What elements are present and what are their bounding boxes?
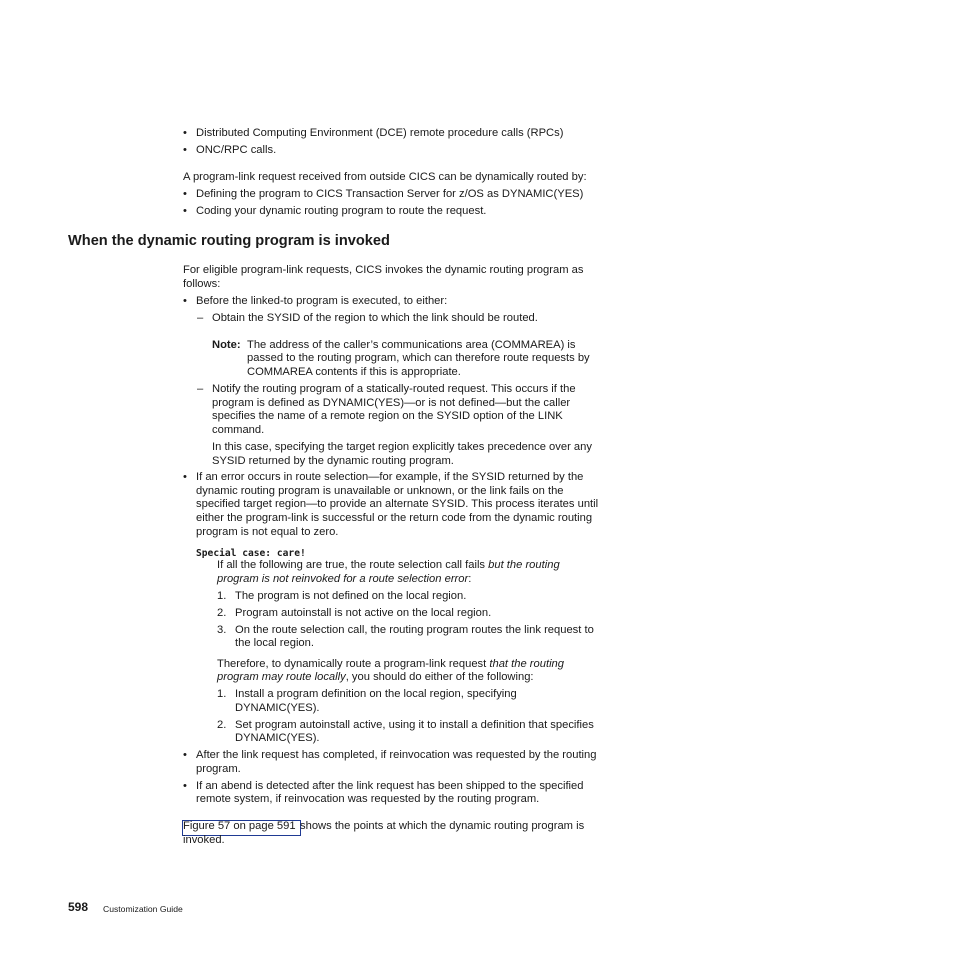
sub-list-item: Obtain the SYSID of the region to which the link should be routed. (212, 312, 538, 324)
list-item: Coding your dynamic routing program to route the request. (196, 205, 487, 217)
list-item: Before the linked-to program is executed, to either: (196, 295, 448, 307)
list-item: program is not equal to zero. (196, 526, 339, 538)
intro-paragraph: A program-link request received from outside CICS can be dynamically routed by: (183, 171, 587, 183)
numbered-item: DYNAMIC(YES). (235, 702, 320, 714)
figure-link[interactable]: Figure 57 on page 591 (183, 820, 296, 832)
bullet-glyph: • (183, 471, 187, 483)
therefore-text: Therefore, to dynamically route a program-link request that the routing (217, 658, 564, 670)
sub-list-item: program is defined as DYNAMIC(YES)—or is not defined—but the caller (212, 397, 571, 409)
numbered-item-num: 2. (217, 607, 227, 619)
sub-list-item: command. (212, 424, 265, 436)
figure-reference-text: invoked. (183, 834, 225, 846)
special-case-heading: Special case: care! (196, 548, 306, 559)
note-text: The address of the caller’s communications area (COMMAREA) is (247, 339, 576, 351)
numbered-item: The program is not defined on the local region. (235, 590, 467, 602)
sub-list-text: In this case, specifying the target region explicitly takes precedence over any (212, 441, 592, 453)
list-item: ONC/RPC calls. (196, 144, 277, 156)
list-item: If an error occurs in route selection—for example, if the SYSID returned by the (196, 471, 584, 483)
note-text: passed to the routing program, which can therefore route requests by (247, 352, 590, 364)
special-case-text: program is not reinvoked for a route selection error: (217, 573, 472, 585)
list-item: specified target region—to provide an alternate SYSID. This process iterates until (196, 498, 599, 510)
list-item: Defining the program to CICS Transaction Server for z/OS as DYNAMIC(YES) (196, 188, 584, 200)
note-label: Note: (212, 339, 241, 351)
numbered-item: the local region. (235, 637, 314, 649)
section-intro: For eligible program-link requests, CICS invokes the dynamic routing program as (183, 264, 584, 276)
numbered-item: Install a program definition on the local region, specifying (235, 688, 517, 700)
numbered-item-num: 1. (217, 590, 227, 602)
list-item: program. (196, 763, 241, 775)
special-case-text: If all the following are true, the route selection call fails but the routing (217, 559, 560, 571)
bullet-glyph: • (183, 780, 187, 792)
numbered-item-num: 3. (217, 624, 227, 636)
list-item: remote system, if reinvocation was requested by the routing program. (196, 793, 540, 805)
bullet-glyph: • (183, 127, 187, 139)
sub-list-text: SYSID returned by the dynamic routing program. (212, 455, 454, 467)
sub-list-item: Notify the routing program of a statically-routed request. This occurs if the (212, 383, 576, 395)
bullet-glyph: • (183, 144, 187, 156)
list-item: After the link request has completed, if reinvocation was requested by the routing (196, 749, 597, 761)
note-text: COMMAREA contents if this is appropriate. (247, 366, 461, 378)
list-item: either the program-link is successful or the return code from the dynamic routing (196, 512, 593, 524)
numbered-item: On the route selection call, the routing program routes the link request to (235, 624, 594, 636)
numbered-item: DYNAMIC(YES). (235, 732, 320, 744)
bullet-glyph: • (183, 749, 187, 761)
sub-list-item: specifies the name of a remote region on the SYSID option of the LINK (212, 410, 563, 422)
numbered-item: Set program autoinstall active, using it to install a definition that specifies (235, 719, 594, 731)
dash-glyph: – (197, 312, 204, 324)
numbered-item: Program autoinstall is not active on the local region. (235, 607, 492, 619)
list-item: Distributed Computing Environment (DCE) remote procedure calls (RPCs) (196, 127, 564, 139)
page-number: 598 (68, 900, 89, 914)
numbered-item-num: 2. (217, 719, 227, 731)
therefore-text: program may route locally, you should do either of the following: (217, 671, 534, 683)
section-heading: When the dynamic routing program is invoked (68, 233, 390, 249)
figure-reference-text: shows the points at which the dynamic routing program is (300, 820, 585, 832)
bullet-glyph: • (183, 188, 187, 200)
bullet-glyph: • (183, 295, 187, 307)
numbered-item-num: 1. (217, 688, 227, 700)
footer-title: Customization Guide (103, 904, 183, 914)
list-item: dynamic routing program is unavailable or unknown, or the link fails on the (196, 485, 564, 497)
dash-glyph: – (197, 383, 204, 395)
section-intro: follows: (183, 278, 221, 290)
bullet-glyph: • (183, 205, 187, 217)
list-item: If an abend is detected after the link request has been shipped to the specified (196, 780, 584, 792)
